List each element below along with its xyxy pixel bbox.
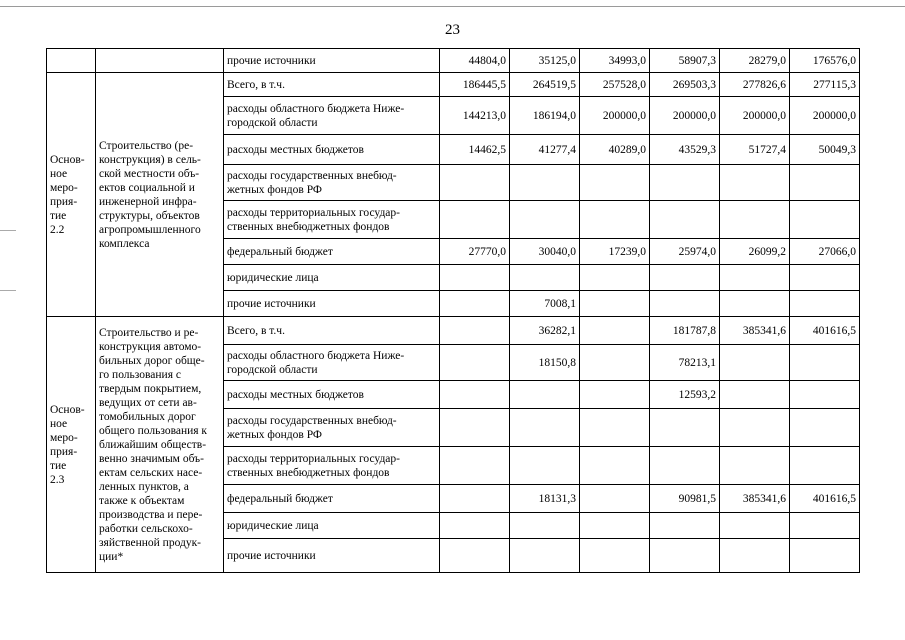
amount-cell: 18150,8 [510, 345, 580, 381]
amount-cell [440, 539, 510, 573]
amount-cell: 58907,3 [650, 49, 720, 73]
amount-cell [510, 539, 580, 573]
amount-cell: 28279,0 [720, 49, 790, 73]
table-row [47, 317, 860, 345]
amount-cell [510, 513, 580, 539]
amount-cell [510, 265, 580, 291]
amount-cell [440, 381, 510, 409]
scan-edge-line [0, 6, 905, 7]
amount-cell: 186445,5 [440, 73, 510, 97]
funding-source-cell: юридические лица [224, 265, 440, 291]
amount-cell [790, 165, 860, 201]
amount-cell: 35125,0 [510, 49, 580, 73]
amount-cell: 30040,0 [510, 239, 580, 265]
amount-cell [580, 345, 650, 381]
amount-cell: 43529,3 [650, 135, 720, 165]
amount-cell: 200000,0 [580, 97, 650, 135]
amount-cell [510, 447, 580, 485]
funding-source-cell: прочие источники [224, 49, 440, 73]
amount-cell [720, 539, 790, 573]
amount-cell [510, 381, 580, 409]
amount-cell [650, 447, 720, 485]
amount-cell [790, 291, 860, 317]
funding-source-cell: расходы областного бюджета Ниже- городской области [224, 345, 440, 381]
amount-cell: 186194,0 [510, 97, 580, 135]
amount-cell: 257528,0 [580, 73, 650, 97]
amount-cell: 51727,4 [720, 135, 790, 165]
margin-mark [0, 230, 16, 231]
amount-cell [650, 165, 720, 201]
table-row [47, 49, 860, 73]
amount-cell [720, 381, 790, 409]
margin-mark [0, 290, 16, 291]
funding-source-cell: Всего, в т.ч. [224, 73, 440, 97]
amount-cell [580, 381, 650, 409]
funding-source-cell: юридические лица [224, 513, 440, 539]
amount-cell: 277826,6 [720, 73, 790, 97]
amount-cell [720, 265, 790, 291]
amount-cell [510, 201, 580, 239]
measure-description-cell: Строительство и ре- конструкция автомо- бильных дорог обще- го пользования с твердым покрытием, ведущих от сети ав- томобильных дорог общего пользования к ближайшим обществ- венно значимым объ- ектам сельских насе- ленных пунктов, а также к объектам производства и пере- работки сельскохо- зяйственной продук- ции* [96, 317, 224, 573]
amount-cell [650, 265, 720, 291]
amount-cell: 7008,1 [510, 291, 580, 317]
amount-cell: 200000,0 [650, 97, 720, 135]
amount-cell [580, 317, 650, 345]
amount-cell: 401616,5 [790, 485, 860, 513]
amount-cell [720, 165, 790, 201]
budget-table [46, 48, 860, 573]
amount-cell: 40289,0 [580, 135, 650, 165]
amount-cell [790, 265, 860, 291]
amount-cell [580, 291, 650, 317]
funding-source-cell: расходы областного бюджета Ниже- городской области [224, 97, 440, 135]
amount-cell: 17239,0 [580, 239, 650, 265]
amount-cell: 36282,1 [510, 317, 580, 345]
funding-source-cell: расходы территориальных государ- ственных внебюджетных фондов [224, 201, 440, 239]
measure-code-cell: Основ- ное меро- прия- тие 2.2 [47, 73, 96, 317]
amount-cell: 144213,0 [440, 97, 510, 135]
amount-cell [790, 447, 860, 485]
funding-source-cell: прочие источники [224, 291, 440, 317]
amount-cell [440, 513, 510, 539]
amount-cell [580, 485, 650, 513]
funding-source-cell: расходы местных бюджетов [224, 135, 440, 165]
amount-cell [790, 513, 860, 539]
amount-cell [650, 539, 720, 573]
funding-source-cell: расходы территориальных государ- ственных внебюджетных фондов [224, 447, 440, 485]
amount-cell: 385341,6 [720, 317, 790, 345]
amount-cell [580, 513, 650, 539]
amount-cell: 181787,8 [650, 317, 720, 345]
amount-cell [580, 539, 650, 573]
amount-cell [580, 201, 650, 239]
amount-cell [650, 513, 720, 539]
amount-cell [580, 447, 650, 485]
amount-cell: 200000,0 [790, 97, 860, 135]
amount-cell: 14462,5 [440, 135, 510, 165]
amount-cell: 401616,5 [790, 317, 860, 345]
amount-cell [790, 345, 860, 381]
amount-cell [720, 291, 790, 317]
amount-cell: 50049,3 [790, 135, 860, 165]
funding-source-cell: федеральный бюджет [224, 239, 440, 265]
amount-cell [440, 485, 510, 513]
amount-cell: 264519,5 [510, 73, 580, 97]
amount-cell [650, 409, 720, 447]
amount-cell: 27066,0 [790, 239, 860, 265]
funding-source-cell: прочие источники [224, 539, 440, 573]
amount-cell [720, 409, 790, 447]
measure-code-cell [47, 49, 96, 73]
amount-cell [790, 381, 860, 409]
amount-cell [440, 345, 510, 381]
amount-cell: 90981,5 [650, 485, 720, 513]
amount-cell [720, 345, 790, 381]
amount-cell [440, 265, 510, 291]
amount-cell [790, 201, 860, 239]
amount-cell [440, 409, 510, 447]
amount-cell: 18131,3 [510, 485, 580, 513]
amount-cell [440, 201, 510, 239]
amount-cell [650, 201, 720, 239]
funding-source-cell: расходы государственных внебюд- жетных фондов РФ [224, 409, 440, 447]
amount-cell [790, 409, 860, 447]
amount-cell: 34993,0 [580, 49, 650, 73]
amount-cell [510, 409, 580, 447]
funding-source-cell: расходы местных бюджетов [224, 381, 440, 409]
page-number: 23 [445, 22, 460, 38]
amount-cell: 12593,2 [650, 381, 720, 409]
amount-cell [790, 539, 860, 573]
amount-cell [580, 265, 650, 291]
measure-code-cell: Основ- ное меро- прия- тие 2.3 [47, 317, 96, 573]
amount-cell [720, 513, 790, 539]
amount-cell [440, 165, 510, 201]
funding-source-cell: Всего, в т.ч. [224, 317, 440, 345]
amount-cell: 41277,4 [510, 135, 580, 165]
amount-cell: 78213,1 [650, 345, 720, 381]
amount-cell: 269503,3 [650, 73, 720, 97]
amount-cell: 44804,0 [440, 49, 510, 73]
amount-cell [510, 165, 580, 201]
amount-cell [650, 291, 720, 317]
table-row [47, 73, 860, 97]
amount-cell: 176576,0 [790, 49, 860, 73]
funding-source-cell: федеральный бюджет [224, 485, 440, 513]
amount-cell: 200000,0 [720, 97, 790, 135]
amount-cell [720, 201, 790, 239]
measure-description-cell: Строительство (ре- конструкция) в сель- ской местности объ- ектов социальной и инженерной инфра- структуры, объектов агропромышленного комплекса [96, 73, 224, 317]
amount-cell: 26099,2 [720, 239, 790, 265]
amount-cell [440, 317, 510, 345]
amount-cell: 385341,6 [720, 485, 790, 513]
amount-cell [580, 165, 650, 201]
amount-cell [580, 409, 650, 447]
funding-source-cell: расходы государственных внебюд- жетных фондов РФ [224, 165, 440, 201]
amount-cell: 277115,3 [790, 73, 860, 97]
amount-cell [720, 447, 790, 485]
amount-cell: 27770,0 [440, 239, 510, 265]
amount-cell: 25974,0 [650, 239, 720, 265]
amount-cell [440, 291, 510, 317]
amount-cell [440, 447, 510, 485]
measure-description-cell [96, 49, 224, 73]
